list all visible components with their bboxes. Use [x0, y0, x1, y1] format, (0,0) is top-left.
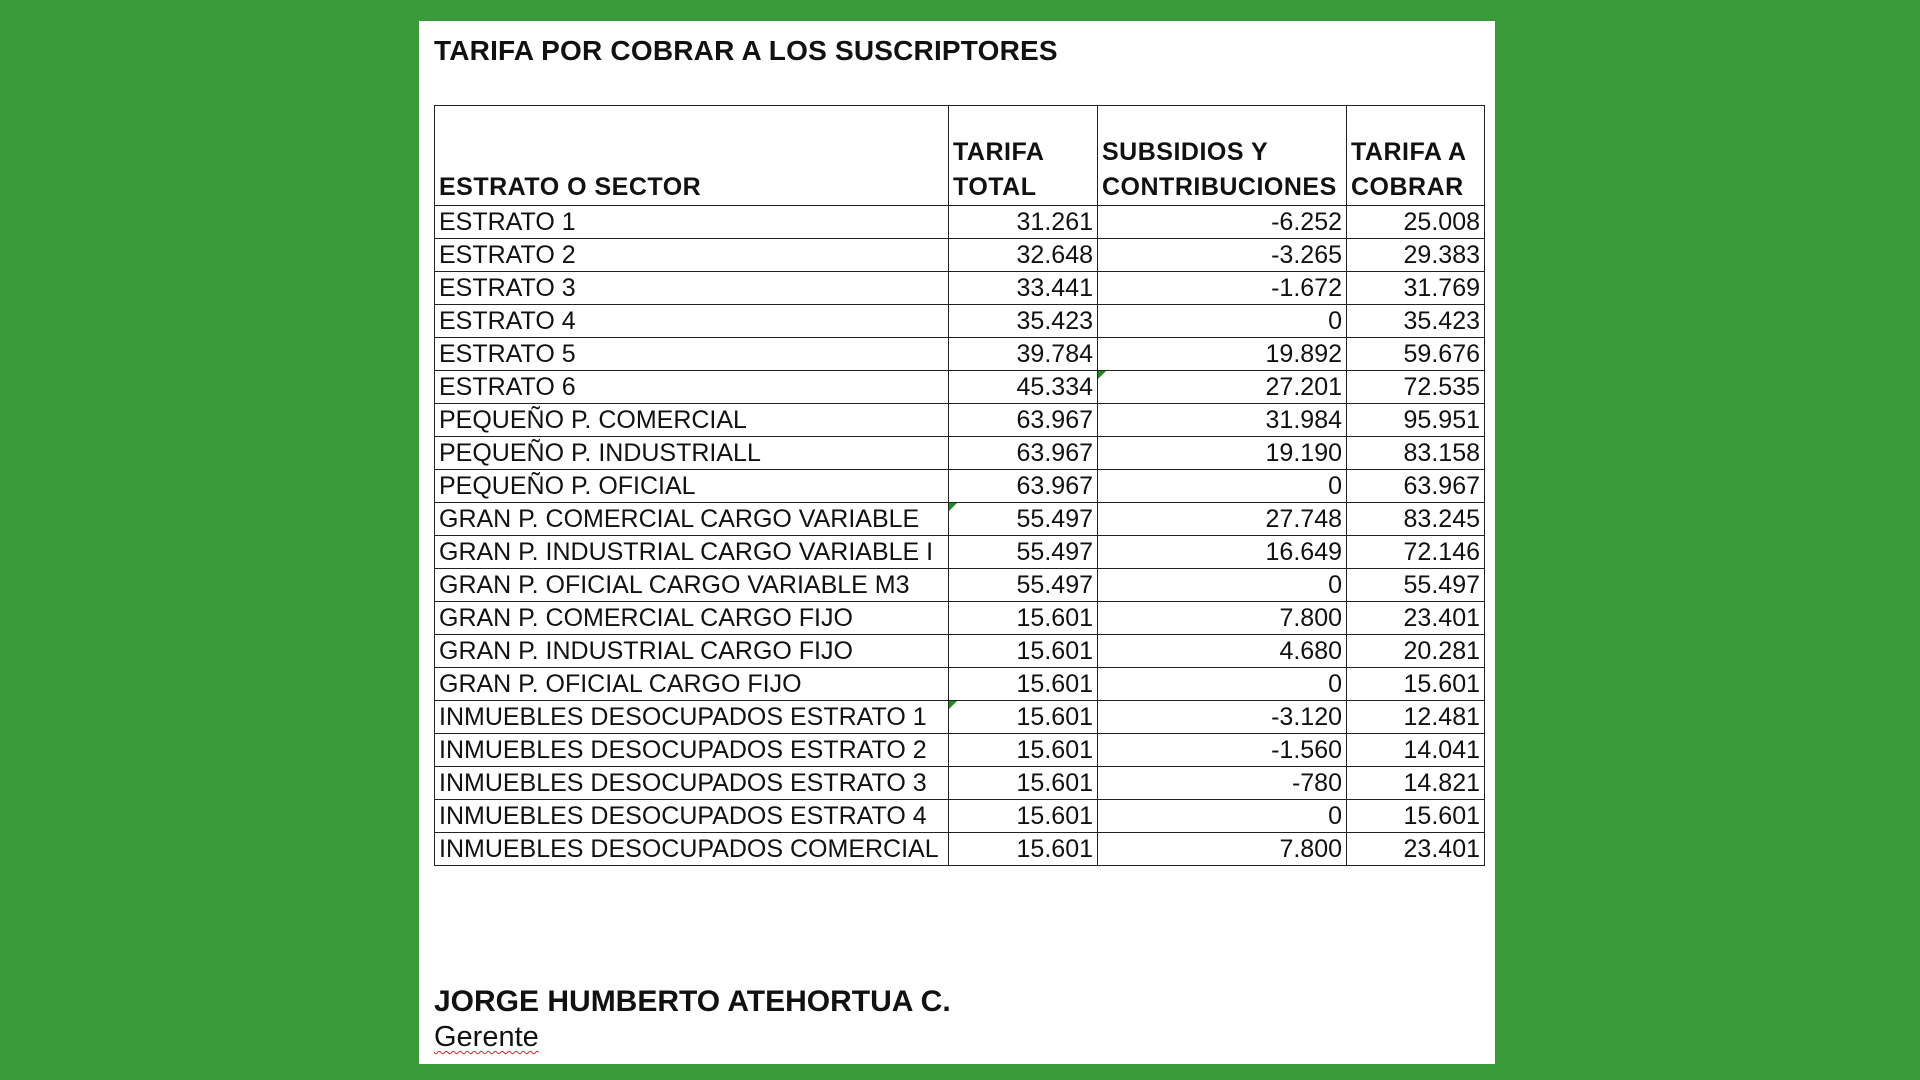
cell-tarifa-cobrar: 83.158	[1347, 437, 1485, 470]
cell-sector: ESTRATO 6	[435, 371, 949, 404]
table-row	[435, 470, 1485, 503]
cell-tarifa-cobrar: 31.769	[1347, 272, 1485, 305]
cell-sector: GRAN P. OFICIAL CARGO FIJO	[435, 668, 949, 701]
table-row	[435, 338, 1485, 371]
cell-subsidios: 27.748	[1098, 503, 1347, 536]
table-row	[435, 833, 1485, 866]
table-row	[435, 272, 1485, 305]
table-row	[435, 569, 1485, 602]
cell-tarifa-total: 45.334	[949, 371, 1098, 404]
cell-tarifa-total: 32.648	[949, 239, 1098, 272]
cell-tarifa-cobrar: 83.245	[1347, 503, 1485, 536]
table-row	[435, 437, 1485, 470]
table-row	[435, 404, 1485, 437]
cell-tarifa-cobrar: 20.281	[1347, 635, 1485, 668]
cell-tarifa-cobrar: 55.497	[1347, 569, 1485, 602]
cell-tarifa-total: 15.601	[949, 734, 1098, 767]
cell-tarifa-total: 63.967	[949, 470, 1098, 503]
table-row	[435, 536, 1485, 569]
table-row	[435, 239, 1485, 272]
table-body	[435, 206, 1485, 866]
cell-tarifa-cobrar: 14.821	[1347, 767, 1485, 800]
cell-tarifa-cobrar: 72.146	[1347, 536, 1485, 569]
table-row	[435, 206, 1485, 239]
cell-tarifa-total: 33.441	[949, 272, 1098, 305]
cell-tarifa-cobrar: 15.601	[1347, 800, 1485, 833]
table-row	[435, 734, 1485, 767]
cell-tarifa-cobrar: 12.481	[1347, 701, 1485, 734]
cell-tarifa-total: 35.423	[949, 305, 1098, 338]
cell-tarifa-total: 15.601	[949, 701, 1098, 734]
cell-subsidios: 27.201	[1098, 371, 1347, 404]
header-tarifa-a-cobrar: TARIFA A COBRAR	[1347, 106, 1485, 206]
cell-sector: GRAN P. OFICIAL CARGO VARIABLE M3	[435, 569, 949, 602]
table-row	[435, 668, 1485, 701]
cell-sector: GRAN P. INDUSTRIAL CARGO VARIABLE I	[435, 536, 949, 569]
table-row	[435, 371, 1485, 404]
cell-subsidios: 7.800	[1098, 602, 1347, 635]
cell-sector: INMUEBLES DESOCUPADOS ESTRATO 2	[435, 734, 949, 767]
cell-subsidios: 0	[1098, 569, 1347, 602]
cell-tarifa-total: 15.601	[949, 635, 1098, 668]
cell-tarifa-cobrar: 95.951	[1347, 404, 1485, 437]
cell-tarifa-cobrar: 23.401	[1347, 833, 1485, 866]
cell-sector: GRAN P. COMERCIAL CARGO FIJO	[435, 602, 949, 635]
cell-tarifa-cobrar: 72.535	[1347, 371, 1485, 404]
cell-sector: GRAN P. INDUSTRIAL CARGO FIJO	[435, 635, 949, 668]
signer-role: Gerente	[434, 1021, 539, 1053]
cell-subsidios: 4.680	[1098, 635, 1347, 668]
table-row	[435, 602, 1485, 635]
table-row	[435, 305, 1485, 338]
header-tarifa-total: TARIFA TOTAL	[949, 106, 1098, 206]
header-estrato-o-sector: ESTRATO O SECTOR	[435, 106, 949, 206]
signer-name: JORGE HUMBERTO ATEHORTUA C.	[434, 985, 951, 1018]
document-page	[419, 21, 1495, 1064]
cell-sector: ESTRATO 3	[435, 272, 949, 305]
cell-tarifa-cobrar: 14.041	[1347, 734, 1485, 767]
cell-subsidios: 7.800	[1098, 833, 1347, 866]
cell-sector: ESTRATO 1	[435, 206, 949, 239]
cell-tarifa-total: 31.261	[949, 206, 1098, 239]
cell-tarifa-total: 55.497	[949, 569, 1098, 602]
tariff-table	[434, 105, 1485, 866]
cell-sector: PEQUEÑO P. OFICIAL	[435, 470, 949, 503]
cell-tarifa-total: 55.497	[949, 503, 1098, 536]
cell-subsidios: -3.265	[1098, 239, 1347, 272]
cell-tarifa-cobrar: 25.008	[1347, 206, 1485, 239]
cell-subsidios: 19.892	[1098, 338, 1347, 371]
cell-subsidios: -780	[1098, 767, 1347, 800]
cell-tarifa-cobrar: 63.967	[1347, 470, 1485, 503]
table-row	[435, 767, 1485, 800]
cell-sector: PEQUEÑO P. COMERCIAL	[435, 404, 949, 437]
cell-subsidios: -1.560	[1098, 734, 1347, 767]
table-row	[435, 800, 1485, 833]
cell-subsidios: 16.649	[1098, 536, 1347, 569]
cell-sector: ESTRATO 4	[435, 305, 949, 338]
cell-tarifa-total: 63.967	[949, 437, 1098, 470]
table-row	[435, 701, 1485, 734]
cell-sector: INMUEBLES DESOCUPADOS ESTRATO 1	[435, 701, 949, 734]
cell-subsidios: 0	[1098, 305, 1347, 338]
cell-sector: INMUEBLES DESOCUPADOS ESTRATO 4	[435, 800, 949, 833]
table-row	[435, 635, 1485, 668]
cell-subsidios: 19.190	[1098, 437, 1347, 470]
cell-subsidios: 0	[1098, 668, 1347, 701]
document-title: TARIFA POR COBRAR A LOS SUSCRIPTORES	[434, 35, 1058, 66]
cell-tarifa-cobrar: 15.601	[1347, 668, 1485, 701]
cell-tarifa-total: 39.784	[949, 338, 1098, 371]
cell-subsidios: -6.252	[1098, 206, 1347, 239]
cell-tarifa-total: 15.601	[949, 800, 1098, 833]
cell-tarifa-total: 15.601	[949, 668, 1098, 701]
cell-subsidios: -3.120	[1098, 701, 1347, 734]
cell-tarifa-cobrar: 35.423	[1347, 305, 1485, 338]
cell-subsidios: 0	[1098, 470, 1347, 503]
cell-tarifa-total: 55.497	[949, 536, 1098, 569]
cell-tarifa-total: 15.601	[949, 767, 1098, 800]
cell-tarifa-total: 63.967	[949, 404, 1098, 437]
cell-tarifa-total: 15.601	[949, 602, 1098, 635]
table-header-row	[435, 106, 1485, 206]
cell-sector: GRAN P. COMERCIAL CARGO VARIABLE	[435, 503, 949, 536]
cell-tarifa-cobrar: 59.676	[1347, 338, 1485, 371]
header-subsidios-y-contribuciones: SUBSIDIOS Y CONTRIBUCIONES	[1098, 106, 1347, 206]
cell-sector: ESTRATO 2	[435, 239, 949, 272]
cell-subsidios: 0	[1098, 800, 1347, 833]
cell-sector: INMUEBLES DESOCUPADOS COMERCIAL	[435, 833, 949, 866]
cell-tarifa-cobrar: 29.383	[1347, 239, 1485, 272]
cell-tarifa-cobrar: 23.401	[1347, 602, 1485, 635]
cell-sector: PEQUEÑO P. INDUSTRIALL	[435, 437, 949, 470]
cell-sector: INMUEBLES DESOCUPADOS ESTRATO 3	[435, 767, 949, 800]
cell-subsidios: 31.984	[1098, 404, 1347, 437]
cell-tarifa-total: 15.601	[949, 833, 1098, 866]
cell-sector: ESTRATO 5	[435, 338, 949, 371]
cell-subsidios: -1.672	[1098, 272, 1347, 305]
table-row	[435, 503, 1485, 536]
